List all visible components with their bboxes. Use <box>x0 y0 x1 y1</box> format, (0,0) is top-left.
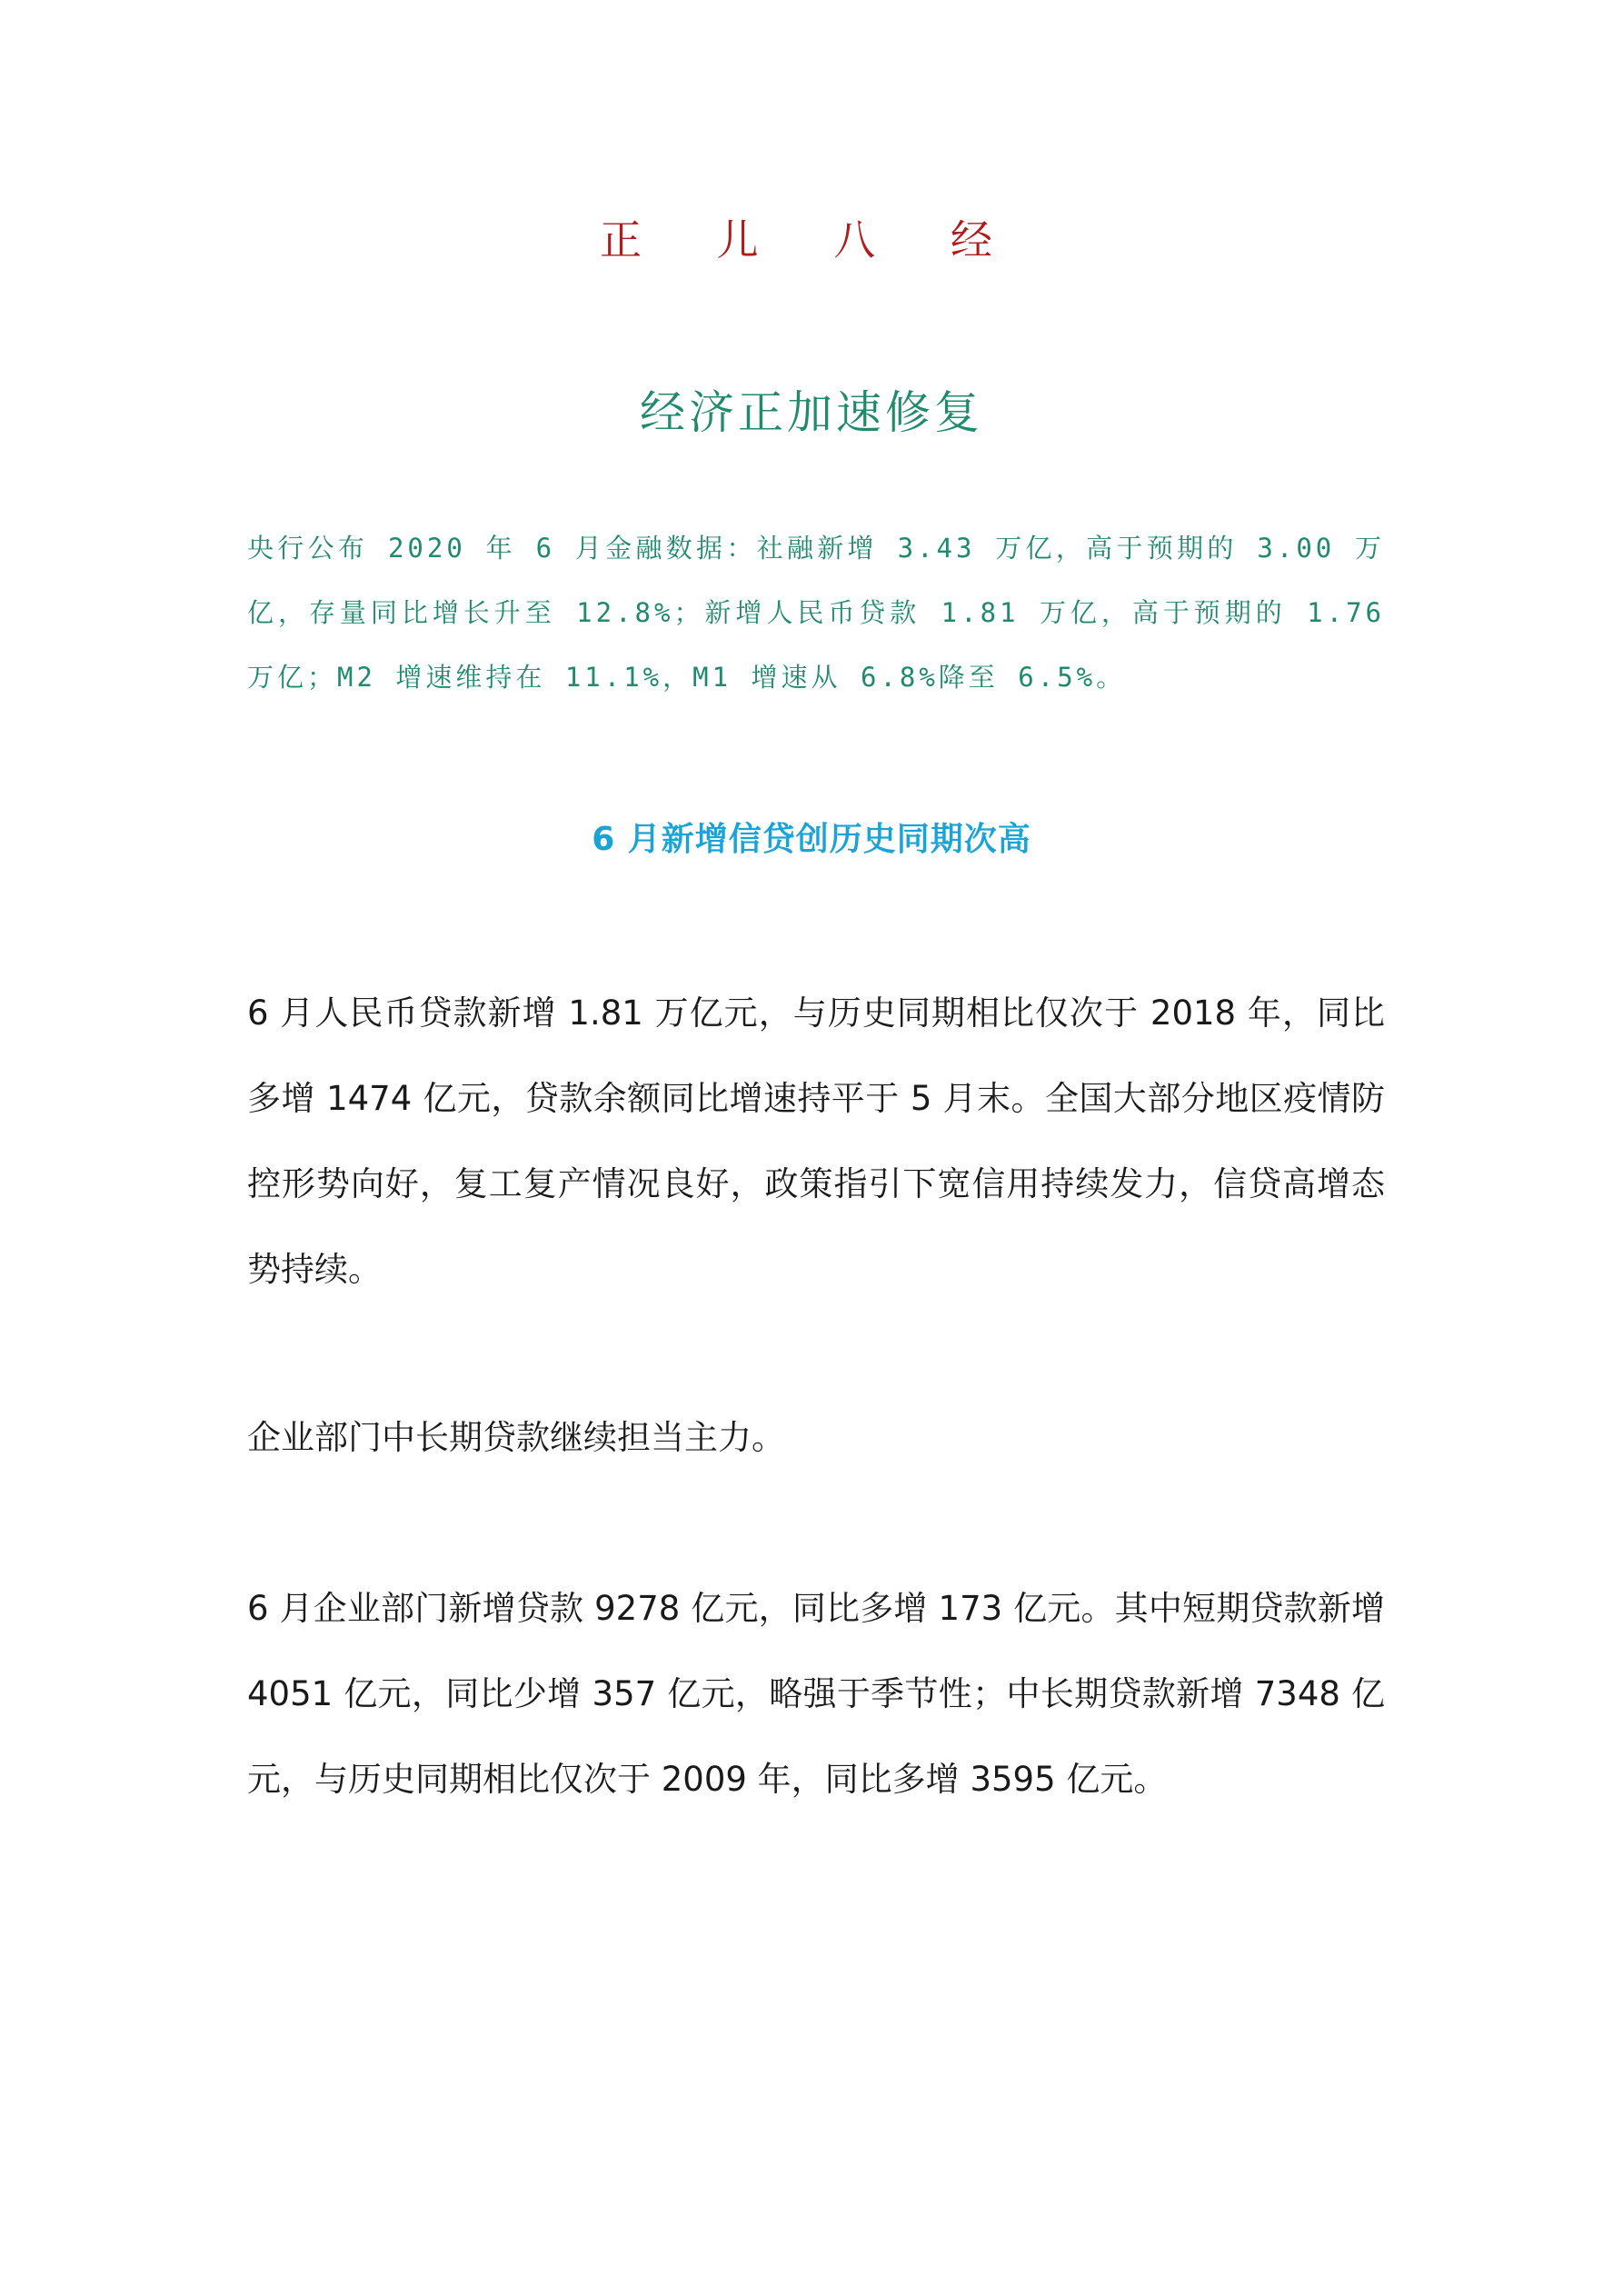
brand-header: 正 儿 八 经 <box>600 215 1023 265</box>
section-heading: 6 月新增信贷创历史同期次高 <box>592 821 1031 858</box>
body-paragraph-2: 企业部门中长期贷款继续担当主力。 <box>247 1418 785 1457</box>
body-paragraph-1: 6 月人民币贷款新增 1.81 万亿元，与历史同期相比仅次于 2018 年，同比多增 1474 亿元，贷款余额同比增速持平于 5 月末。全国大部分地区疫情防控形势向好，复工复产情况良好，政策指引下宽信用持续发力，信贷高增态势持续。 <box>247 993 1385 1289</box>
summary-paragraph: 央行公布 2020 年 6 月金融数据：社融新增 3.43 万亿，高于预期的 3.00 万亿，存量同比增长升至 12.8%；新增人民币贷款 1.81 万亿，高于预期的 1.76 万亿；M2 增速维持在 11.1%，M1 增速从 6.8%降至 6.5%。 <box>247 533 1385 693</box>
article-title: 经济正加速修复 <box>640 386 983 439</box>
body-paragraph-3: 6 月企业部门新增贷款 9278 亿元，同比多增 173 亿元。其中短期贷款新增 4051 亿元，同比少增 357 亿元，略强于季节性；中长期贷款新增 7348 亿元，与历史同期相比仅次于 2009 年，同比多增 3595 亿元。 <box>247 1589 1385 1799</box>
